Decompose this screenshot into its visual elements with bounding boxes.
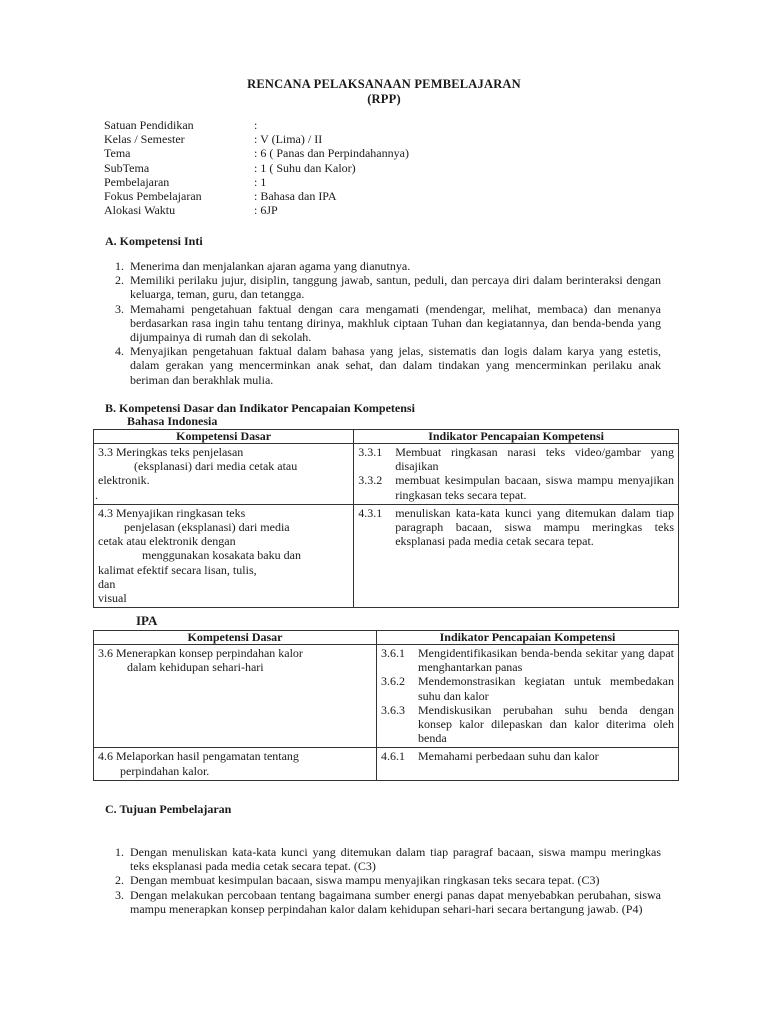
document-title: RENCANA PELAKSANAAN PEMBELAJARAN: [247, 77, 521, 91]
kd-cell: [94, 504, 354, 607]
indicator-number: 4.3.1: [358, 505, 383, 520]
list-item: 2. Dengan membuat kesimpulan bacaan, siswa mampu menyajikan ringkasan teks secara tepat. (C3): [127, 873, 661, 887]
indicator-text: Mendiskusikan perubahan suhu benda dengan konsep kalor dilepaskan dan kalor diterima oleh benda: [418, 702, 674, 746]
kd-line: cetak atau elektronik dengan: [98, 534, 236, 549]
section-c-heading: C. Tujuan Pembelajaran: [105, 802, 232, 816]
indicator-number: 3.3.1: [358, 445, 383, 459]
column-header-kd: Kompetensi Dasar: [94, 430, 354, 444]
kd-cell: [94, 645, 377, 748]
bahasa-indonesia-subheading: Bahasa Indonesia: [127, 414, 218, 428]
column-header-ipk: Indikator Pencapaian Kompetensi: [377, 631, 679, 645]
identity-value: : 6JP: [254, 203, 278, 218]
kd-line: perpindahan kalor.: [120, 763, 210, 778]
identity-label: SubTema: [104, 160, 150, 175]
indicator-text: Membuat ringkasan narasi teks video/gambar yang disajikan: [395, 445, 674, 474]
indicator-item: [381, 646, 674, 674]
identity-row: [104, 132, 409, 146]
identity-label: Fokus Pembelajaran: [104, 189, 202, 204]
indicator-item: [381, 703, 674, 746]
identity-row: [104, 146, 409, 160]
kd-cell: [94, 444, 354, 505]
indicator-cell: [377, 748, 679, 780]
kd-line: kalimat efektif secara lisan, tulis,: [98, 562, 257, 577]
identity-table: [104, 118, 409, 217]
bahasa-indonesia-table: [93, 429, 679, 608]
kd-line: dalam kehidupan sehari-hari: [127, 660, 264, 675]
indicator-item: [358, 506, 674, 549]
identity-row: [104, 175, 409, 189]
list-item: 4. Menyajikan pengetahuan faktual dalam bahasa yang jelas, sistematis dan logis dalam karya yang estetis, dalam gerakan yang mencerminkan anak sehat, dan dalam tindakan yang mencerminkan perilaku anak beriman dan berakhlak mulia.: [127, 344, 661, 387]
ipa-table: [93, 630, 679, 781]
kd-line: dan: [98, 576, 116, 591]
indicator-item: [381, 674, 674, 702]
table-header-row: [94, 430, 679, 444]
indicator-number: 3.6.1: [381, 646, 405, 660]
indicator-cell: [354, 444, 679, 505]
table-row: [94, 444, 679, 505]
indicator-item: [358, 445, 674, 473]
identity-value: : V (Lima) / II: [254, 132, 323, 147]
section-b-heading: B. Kompetensi Dasar dan Indikator Pencapaian Kompetensi: [105, 401, 415, 415]
kd-cell: [94, 748, 377, 780]
column-header-ipk: Indikator Pencapaian Kompetensi: [354, 430, 679, 444]
identity-value: : Bahasa dan IPA: [254, 189, 337, 204]
identity-label: Alokasi Waktu: [104, 203, 176, 218]
indicator-text: Mendemonstrasikan kegiatan untuk membedakan suhu dan kalor: [418, 674, 674, 703]
identity-value: : 1: [254, 174, 267, 189]
list-item: 1. Dengan menuliskan kata-kata kunci yang ditemukan dalam tiap paragraf bacaan, siswa mampu meringkas teks eksplanasi pada media cetak secara tepat. (C3): [127, 845, 661, 873]
kd-line: 3.3 Meringkas teks penjelasan: [98, 445, 244, 459]
indicator-number: 3.3.2: [358, 473, 383, 488]
column-header-kd: Kompetensi Dasar: [94, 631, 377, 645]
identity-row: [104, 203, 409, 217]
indicator-text: Memahami perbedaan suhu dan kalor: [418, 749, 599, 764]
list-item: 3. Dengan melakukan percobaan tentang bagaimana sumber energi panas dapat menyebabkan perubahan, siswa mampu menerapkan konsep perpindahan kalor dalam kehidupan sehari-hari secara bertangung jawab. (P4): [127, 888, 661, 916]
indicator-text: Mengidentifikasikan benda-benda sekitar yang dapat menghantarkan panas: [418, 646, 674, 675]
identity-value: :: [254, 118, 258, 132]
ipa-subheading: IPA: [136, 613, 158, 628]
identity-label: Satuan Pendidikan: [104, 118, 194, 132]
identity-row: [104, 118, 409, 132]
identity-value: : 6 ( Panas dan Perpindahannya): [254, 146, 409, 161]
indicator-text: menuliskan kata-kata kunci yang ditemukan dalam tiap paragraph bacaan, siswa mampu meringkas teks eksplanasi pada media cetak secara tepat.: [395, 505, 674, 549]
identity-row: [104, 161, 409, 175]
kd-line: visual: [98, 591, 127, 606]
indicator-item: [358, 473, 674, 501]
kd-line: penjelasan (eksplanasi) dari media: [124, 520, 290, 535]
indicator-cell: [377, 645, 679, 748]
kd-line: 4.3 Menyajikan ringkasan teks: [98, 505, 246, 520]
kd-line: .: [95, 487, 98, 502]
identity-label: Pembelajaran: [104, 174, 170, 189]
indicator-number: 4.6.1: [381, 749, 405, 764]
kompetensi-inti-list: [105, 259, 661, 387]
list-item: 1. Menerima dan menjalankan ajaran agama yang dianutnya.: [127, 259, 661, 273]
table-header-row: [94, 631, 679, 645]
table-row: [94, 504, 679, 607]
document-subtitle: (RPP): [367, 92, 401, 106]
indicator-text: membuat kesimpulan bacaan, siswa mampu menyajikan ringkasan teks secara tepat.: [395, 473, 674, 502]
indicator-number: 3.6.2: [381, 674, 405, 689]
kd-line: (eksplanasi) dari media cetak atau: [134, 459, 298, 474]
indicator-item: [381, 749, 674, 763]
kd-line: 3.6 Menerapkan konsep perpindahan kalor: [98, 646, 303, 660]
kd-line: 4.6 Melaporkan hasil pengamatan tentang: [98, 749, 299, 764]
identity-label: Kelas / Semester: [104, 132, 185, 147]
list-item: 2. Memiliki perilaku jujur, disiplin, tanggung jawab, santun, peduli, dan percaya diri dalam berinteraksi dengan keluarga, teman, guru, dan tetangga.: [127, 273, 661, 301]
list-item: 3. Memahami pengetahuan faktual dengan cara mengamati (mendengar, melihat, membaca) dan menanya berdasarkan rasa ingin tahu tentang dirinya, makhluk ciptaan Tuhan dan kegiatannya, dan benda-benda yang dijumpainya di rumah dan di sekolah.: [127, 302, 661, 345]
tujuan-pembelajaran-list: [105, 845, 661, 916]
table-row: [94, 748, 679, 780]
section-a-heading: A. Kompetensi Inti: [105, 234, 203, 248]
table-row: [94, 645, 679, 748]
indicator-cell: [354, 504, 679, 607]
identity-value: : 1 ( Suhu dan Kalor): [254, 160, 356, 175]
indicator-number: 3.6.3: [381, 702, 405, 717]
kd-line: elektronik.: [98, 473, 150, 488]
identity-row: [104, 189, 409, 203]
kd-line: menggunakan kosakata baku dan: [142, 548, 301, 563]
identity-label: Tema: [104, 146, 131, 161]
